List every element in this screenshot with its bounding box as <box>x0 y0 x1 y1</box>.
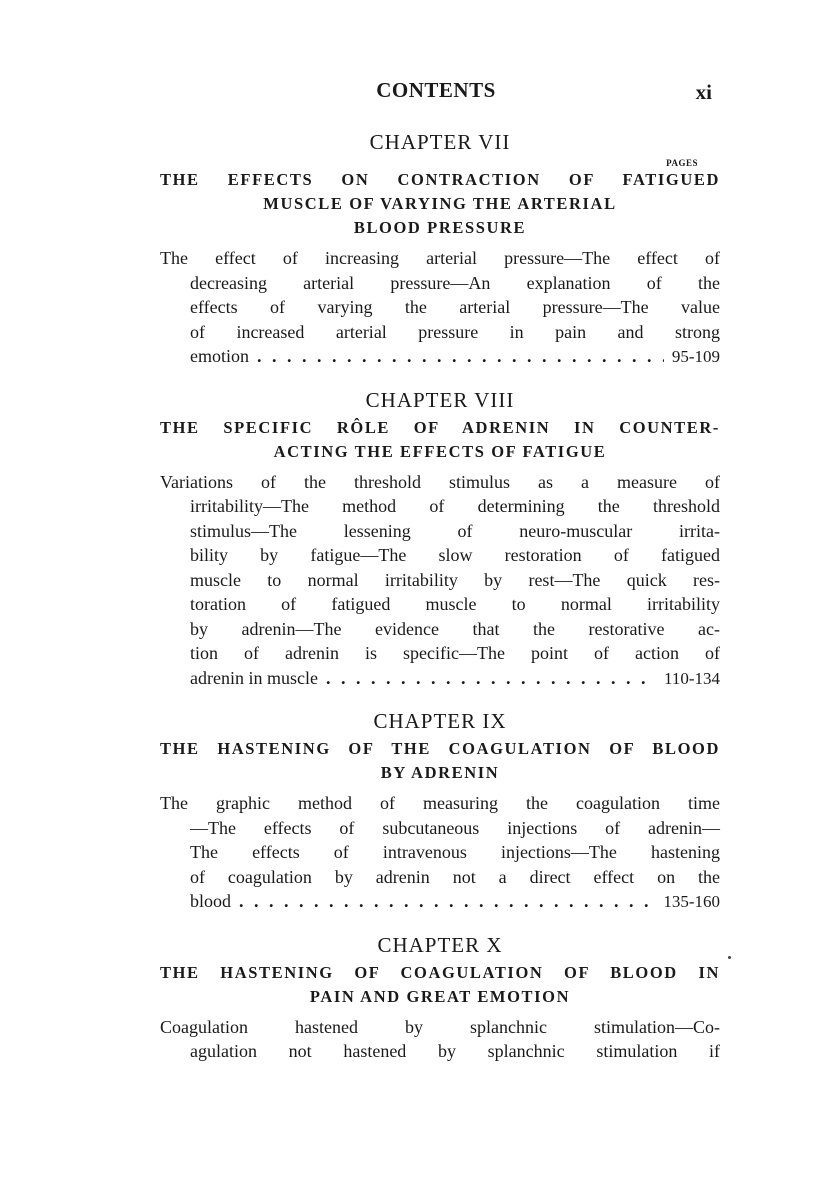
summary-line: bility by fatigue—The slow restoration of fatigued <box>190 545 720 565</box>
summary-line: Coagulation hastened by splanchnic stimulation—Co- <box>160 1016 720 1037</box>
summary-line: The effect of increasing arterial pressure—The effect of <box>160 248 720 268</box>
chapter-title-line: MUSCLE OF VARYING THE ARTERIAL <box>263 194 617 213</box>
chapter-heading: CHAPTER VIII <box>365 387 515 412</box>
summary-line: irritability—The method of determining the threshold <box>190 496 720 516</box>
chapter-summary <box>160 246 720 370</box>
print-speck <box>728 956 731 959</box>
summary-line: of increased arterial pressure in pain and strong <box>190 321 720 342</box>
dot-leaders <box>239 889 655 914</box>
summary-line: blood <box>190 891 232 911</box>
chapter-title-line: THE SPECIFIC RÔLE OF ADRENIN IN COUNTER- <box>160 417 720 437</box>
chapter-title <box>160 961 720 1009</box>
chapter-title-line: BY ADRENIN <box>380 763 500 782</box>
table-of-contents <box>160 126 720 1078</box>
chapter-heading: CHAPTER IX <box>373 709 507 733</box>
chapter-heading: CHAPTER VII <box>369 130 511 154</box>
summary-line: muscle to normal irritability by rest—The quick res- <box>190 569 720 590</box>
chapter-entry <box>160 126 720 370</box>
chapter-summary <box>160 470 720 692</box>
page-range: 95-109 <box>671 347 720 366</box>
summary-line: toration of fatigued muscle to normal irritability <box>190 594 720 614</box>
chapter-entry <box>160 705 720 915</box>
summary-line: The graphic method of measuring the coagulation time <box>160 793 720 813</box>
chapter-heading: CHAPTER X <box>377 932 503 957</box>
summary-line: adrenin in muscle <box>190 667 318 688</box>
chapter-title-line: ACTING THE EFFECTS OF FATIGUE <box>273 441 607 461</box>
chapter-summary <box>160 1015 720 1064</box>
summary-line: effects of varying the arterial pressure—The value <box>190 297 720 317</box>
chapter-summary <box>160 791 720 915</box>
summary-last-line <box>160 666 720 692</box>
running-title: CONTENTS <box>376 78 496 102</box>
summary-line: emotion <box>190 346 249 366</box>
summary-line: Variations of the threshold stimulus as a measure of <box>160 471 720 492</box>
summary-line: The effects of intravenous injections—The hastening <box>190 842 720 862</box>
summary-line: stimulus—The lessening of neuro-muscular irrita- <box>190 520 720 541</box>
summary-line: —The effects of subcutaneous injections of adrenin— <box>190 817 720 838</box>
chapter-title-line: THE EFFECTS ON CONTRACTION OF FATIGUED <box>160 170 720 189</box>
chapter-title <box>160 737 720 785</box>
chapter-title <box>160 416 720 464</box>
chapter-title-line: THE HASTENING OF THE COAGULATION OF BLOOD <box>160 739 720 758</box>
running-head <box>160 78 712 108</box>
chapter-title-line: PAIN AND GREAT EMOTION <box>309 986 571 1006</box>
page-range: 135-160 <box>663 892 720 911</box>
chapter-entry <box>160 929 720 1064</box>
summary-line: of coagulation by adrenin not a direct effect on the <box>190 866 720 887</box>
chapter-title-line: THE HASTENING OF COAGULATION OF BLOOD IN <box>160 962 720 982</box>
summary-line: by adrenin—The evidence that the restorative ac- <box>190 618 720 639</box>
summary-line: tion of adrenin is specific—The point of action of <box>190 643 720 663</box>
summary-line: decreasing arterial pressure—An explanation of the <box>190 272 720 293</box>
chapter-entry <box>160 384 720 692</box>
dot-leaders <box>257 344 664 369</box>
page-range: 110-134 <box>663 668 720 688</box>
summary-last-line <box>160 344 720 370</box>
summary-line: agulation not hastened by splanchnic stimulation if <box>190 1041 720 1061</box>
pages-column-label: PAGES <box>666 158 698 168</box>
page-number: xi <box>695 80 712 104</box>
summary-last-line <box>160 889 720 915</box>
chapter-title-line: BLOOD PRESSURE <box>353 218 527 237</box>
chapter-title <box>160 168 720 240</box>
dot-leaders <box>326 666 656 691</box>
